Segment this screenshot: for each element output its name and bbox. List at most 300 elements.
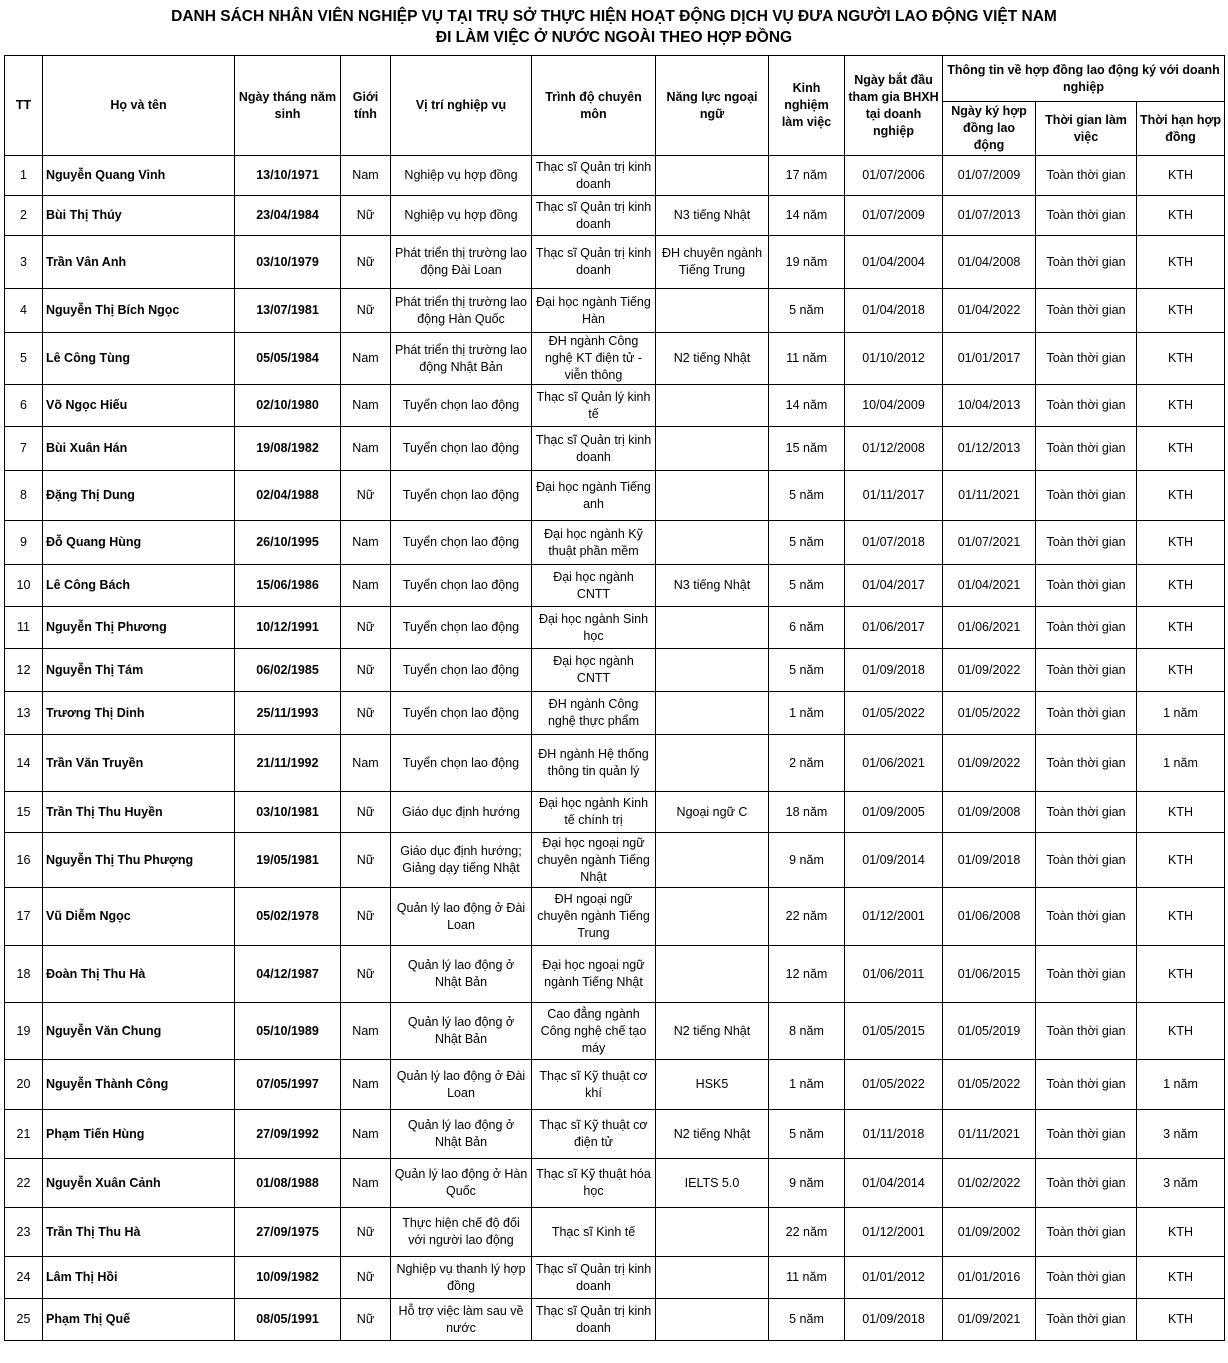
cell-bhxh: 01/05/2015 [845, 1003, 943, 1060]
cell-gender: Nam [341, 1060, 391, 1110]
cell-term: KTH [1137, 649, 1225, 692]
cell-gender: Nam [341, 1159, 391, 1208]
cell-term: KTH [1137, 333, 1225, 385]
cell-language [656, 946, 769, 1003]
cell-education: Thạc sĩ Kinh tế [532, 1208, 656, 1257]
cell-education: Đại học ngành Kỹ thuật phần mềm [532, 521, 656, 565]
cell-education: Đại học ngoại ngữ ngành Tiếng Nhật [532, 946, 656, 1003]
cell-language: N3 tiếng Nhật [656, 196, 769, 236]
cell-position: Hỗ trợ việc làm sau về nước [391, 1299, 532, 1341]
cell-work-time: Toàn thời gian [1036, 692, 1137, 735]
cell-experience: 8 năm [769, 1003, 845, 1060]
cell-experience: 19 năm [769, 236, 845, 289]
cell-tt: 3 [5, 236, 43, 289]
cell-dob: 21/11/1992 [235, 735, 341, 792]
cell-name: Nguyễn Thị Bích Ngọc [43, 289, 235, 333]
cell-education: Thạc sĩ Kỹ thuật hóa học [532, 1159, 656, 1208]
cell-bhxh: 01/07/2018 [845, 521, 943, 565]
cell-sign-date: 01/07/2013 [943, 196, 1036, 236]
cell-sign-date: 01/12/2013 [943, 427, 1036, 471]
cell-work-time: Toàn thời gian [1036, 196, 1137, 236]
cell-bhxh: 01/11/2017 [845, 471, 943, 521]
table-row [5, 607, 1225, 649]
cell-language [656, 607, 769, 649]
cell-work-time: Toàn thời gian [1036, 289, 1137, 333]
cell-sign-date: 01/09/2008 [943, 792, 1036, 833]
cell-sign-date: 01/02/2022 [943, 1159, 1036, 1208]
cell-education: Đại học ngành CNTT [532, 649, 656, 692]
cell-experience: 5 năm [769, 289, 845, 333]
cell-language: N2 tiếng Nhật [656, 1003, 769, 1060]
cell-term: KTH [1137, 607, 1225, 649]
cell-dob: 26/10/1995 [235, 521, 341, 565]
table-row [5, 471, 1225, 521]
cell-work-time: Toàn thời gian [1036, 735, 1137, 792]
table-row [5, 156, 1225, 196]
table-row [5, 735, 1225, 792]
cell-education: Đại học ngành Kinh tế chính trị [532, 792, 656, 833]
cell-bhxh: 01/05/2022 [845, 1060, 943, 1110]
cell-bhxh: 01/12/2008 [845, 427, 943, 471]
cell-bhxh: 01/04/2017 [845, 565, 943, 607]
cell-sign-date: 01/11/2021 [943, 1110, 1036, 1159]
cell-education: ĐH ngành Hệ thống thông tin quản lý [532, 735, 656, 792]
cell-tt: 23 [5, 1208, 43, 1257]
cell-name: Trương Thị Dinh [43, 692, 235, 735]
cell-experience: 17 năm [769, 156, 845, 196]
cell-experience: 1 năm [769, 692, 845, 735]
cell-experience: 6 năm [769, 607, 845, 649]
cell-tt: 18 [5, 946, 43, 1003]
cell-work-time: Toàn thời gian [1036, 1060, 1137, 1110]
cell-language [656, 735, 769, 792]
cell-work-time: Toàn thời gian [1036, 565, 1137, 607]
cell-bhxh: 01/10/2012 [845, 333, 943, 385]
cell-dob: 05/02/1978 [235, 888, 341, 946]
table-row [5, 236, 1225, 289]
header-language: Năng lực ngoại ngữ [656, 56, 769, 156]
cell-position: Tuyển chọn lao động [391, 607, 532, 649]
cell-work-time: Toàn thời gian [1036, 1110, 1137, 1159]
table-row [5, 1159, 1225, 1208]
cell-term: KTH [1137, 565, 1225, 607]
cell-position: Quản lý lao động ở Nhật Bản [391, 1003, 532, 1060]
cell-tt: 24 [5, 1257, 43, 1299]
cell-position: Tuyển chọn lao động [391, 521, 532, 565]
cell-language: IELTS 5.0 [656, 1159, 769, 1208]
cell-dob: 06/02/1985 [235, 649, 341, 692]
cell-term: KTH [1137, 521, 1225, 565]
cell-education: ĐH ngoại ngữ chuyên ngành Tiếng Trung [532, 888, 656, 946]
cell-position: Thực hiện chế độ đối với người lao động [391, 1208, 532, 1257]
cell-experience: 5 năm [769, 1299, 845, 1341]
cell-language [656, 521, 769, 565]
cell-dob: 05/10/1989 [235, 1003, 341, 1060]
cell-bhxh: 01/05/2022 [845, 692, 943, 735]
header-gender: Giới tính [341, 56, 391, 156]
cell-name: Đoàn Thị Thu Hà [43, 946, 235, 1003]
document-title [0, 0, 1228, 48]
cell-position: Tuyển chọn lao động [391, 471, 532, 521]
cell-experience: 5 năm [769, 565, 845, 607]
cell-bhxh: 01/04/2004 [845, 236, 943, 289]
cell-tt: 19 [5, 1003, 43, 1060]
cell-education: Cao đẳng ngành Công nghệ chế tạo máy [532, 1003, 656, 1060]
cell-experience: 22 năm [769, 888, 845, 946]
cell-work-time: Toàn thời gian [1036, 521, 1137, 565]
cell-dob: 04/12/1987 [235, 946, 341, 1003]
cell-language [656, 385, 769, 427]
cell-name: Bùi Thị Thúy [43, 196, 235, 236]
cell-tt: 9 [5, 521, 43, 565]
cell-experience: 5 năm [769, 1110, 845, 1159]
cell-bhxh: 01/09/2014 [845, 833, 943, 888]
header-education: Trình độ chuyên môn [532, 56, 656, 156]
cell-sign-date: 01/05/2019 [943, 1003, 1036, 1060]
cell-gender: Nam [341, 385, 391, 427]
table-row [5, 792, 1225, 833]
cell-gender: Nam [341, 1003, 391, 1060]
cell-gender: Nữ [341, 946, 391, 1003]
cell-experience: 5 năm [769, 649, 845, 692]
cell-dob: 01/08/1988 [235, 1159, 341, 1208]
cell-education: Thạc sĩ Quản trị kinh doanh [532, 1299, 656, 1341]
cell-work-time: Toàn thời gian [1036, 385, 1137, 427]
cell-bhxh: 01/06/2021 [845, 735, 943, 792]
cell-bhxh: 01/07/2009 [845, 196, 943, 236]
cell-dob: 19/08/1982 [235, 427, 341, 471]
cell-experience: 15 năm [769, 427, 845, 471]
cell-position: Giáo dục định hướng [391, 792, 532, 833]
cell-sign-date: 01/09/2018 [943, 833, 1036, 888]
cell-sign-date: 01/04/2021 [943, 565, 1036, 607]
cell-sign-date: 01/04/2022 [943, 289, 1036, 333]
cell-name: Phạm Thị Quế [43, 1299, 235, 1341]
cell-experience: 22 năm [769, 1208, 845, 1257]
cell-gender: Nam [341, 427, 391, 471]
cell-gender: Nữ [341, 833, 391, 888]
table-row [5, 946, 1225, 1003]
cell-position: Quản lý lao động ở Nhật Bản [391, 946, 532, 1003]
cell-work-time: Toàn thời gian [1036, 1159, 1137, 1208]
cell-bhxh: 01/09/2018 [845, 1299, 943, 1341]
cell-dob: 10/09/1982 [235, 1257, 341, 1299]
cell-sign-date: 10/04/2013 [943, 385, 1036, 427]
table-row [5, 1208, 1225, 1257]
cell-bhxh: 01/01/2012 [845, 1257, 943, 1299]
cell-position: Tuyển chọn lao động [391, 735, 532, 792]
cell-education: Thạc sĩ Kỹ thuật cơ điện tử [532, 1110, 656, 1159]
table-row [5, 196, 1225, 236]
cell-position: Giáo dục định hướng; Giảng dạy tiếng Nhật [391, 833, 532, 888]
cell-dob: 27/09/1975 [235, 1208, 341, 1257]
cell-sign-date: 01/09/2002 [943, 1208, 1036, 1257]
header-bhxh: Ngày bắt đầu tham gia BHXH tại doanh nghiệp [845, 56, 943, 156]
cell-sign-date: 01/09/2021 [943, 1299, 1036, 1341]
cell-name: Nguyễn Quang Vinh [43, 156, 235, 196]
cell-dob: 13/07/1981 [235, 289, 341, 333]
header-tt: TT [5, 56, 43, 156]
table-row [5, 521, 1225, 565]
cell-name: Trần Thị Thu Hà [43, 1208, 235, 1257]
table-row [5, 385, 1225, 427]
cell-work-time: Toàn thời gian [1036, 946, 1137, 1003]
cell-work-time: Toàn thời gian [1036, 888, 1137, 946]
cell-education: Đại học ngành CNTT [532, 565, 656, 607]
cell-experience: 12 năm [769, 946, 845, 1003]
cell-name: Phạm Tiến Hùng [43, 1110, 235, 1159]
cell-position: Nghiệp vụ hợp đồng [391, 156, 532, 196]
cell-sign-date: 01/07/2009 [943, 156, 1036, 196]
cell-term: KTH [1137, 888, 1225, 946]
cell-language [656, 1208, 769, 1257]
cell-name: Nguyễn Xuân Cảnh [43, 1159, 235, 1208]
cell-gender: Nữ [341, 1208, 391, 1257]
cell-language [656, 289, 769, 333]
cell-name: Nguyễn Thị Thu Phượng [43, 833, 235, 888]
cell-tt: 1 [5, 156, 43, 196]
cell-work-time: Toàn thời gian [1036, 833, 1137, 888]
cell-tt: 17 [5, 888, 43, 946]
cell-gender: Nữ [341, 649, 391, 692]
cell-gender: Nữ [341, 792, 391, 833]
cell-education: Đại học ngành Sinh học [532, 607, 656, 649]
cell-language [656, 156, 769, 196]
cell-sign-date: 01/01/2016 [943, 1257, 1036, 1299]
cell-tt: 15 [5, 792, 43, 833]
cell-dob: 08/05/1991 [235, 1299, 341, 1341]
cell-work-time: Toàn thời gian [1036, 1257, 1137, 1299]
table-row [5, 692, 1225, 735]
cell-experience: 9 năm [769, 833, 845, 888]
cell-language: HSK5 [656, 1060, 769, 1110]
cell-education: ĐH ngành Công nghệ KT điện tử - viễn thông [532, 333, 656, 385]
cell-term: KTH [1137, 792, 1225, 833]
cell-name: Vũ Diễm Ngọc [43, 888, 235, 946]
table-row [5, 333, 1225, 385]
cell-bhxh: 10/04/2009 [845, 385, 943, 427]
cell-language [656, 427, 769, 471]
cell-term: 1 năm [1137, 735, 1225, 792]
cell-name: Nguyễn Thị Phương [43, 607, 235, 649]
cell-bhxh: 01/12/2001 [845, 888, 943, 946]
cell-gender: Nam [341, 1110, 391, 1159]
title-line-1: DANH SÁCH NHÂN VIÊN NGHIỆP VỤ TẠI TRỤ SỞ THỰC HIỆN HOẠT ĐỘNG DỊCH VỤ ĐƯA NGƯỜI LAO ĐỘNG VIỆT NAM [171, 8, 1057, 25]
cell-name: Nguyễn Thành Công [43, 1060, 235, 1110]
cell-term: KTH [1137, 236, 1225, 289]
cell-language [656, 649, 769, 692]
cell-bhxh: 01/07/2006 [845, 156, 943, 196]
cell-gender: Nữ [341, 1299, 391, 1341]
table-row [5, 1060, 1225, 1110]
cell-name: Võ Ngọc Hiếu [43, 385, 235, 427]
cell-tt: 4 [5, 289, 43, 333]
cell-dob: 15/06/1986 [235, 565, 341, 607]
cell-name: Đặng Thị Dung [43, 471, 235, 521]
cell-tt: 20 [5, 1060, 43, 1110]
cell-sign-date: 01/09/2022 [943, 735, 1036, 792]
header-work-time: Thời gian làm việc [1036, 102, 1137, 156]
cell-education: ĐH ngành Công nghệ thực phẩm [532, 692, 656, 735]
cell-sign-date: 01/05/2022 [943, 692, 1036, 735]
cell-experience: 2 năm [769, 735, 845, 792]
cell-dob: 10/12/1991 [235, 607, 341, 649]
cell-gender: Nam [341, 521, 391, 565]
cell-tt: 7 [5, 427, 43, 471]
cell-sign-date: 01/01/2017 [943, 333, 1036, 385]
table-body [5, 156, 1225, 1341]
cell-tt: 25 [5, 1299, 43, 1341]
cell-term: KTH [1137, 156, 1225, 196]
cell-education: Thạc sĩ Quản trị kinh doanh [532, 196, 656, 236]
cell-dob: 02/10/1980 [235, 385, 341, 427]
cell-tt: 2 [5, 196, 43, 236]
cell-tt: 14 [5, 735, 43, 792]
cell-tt: 21 [5, 1110, 43, 1159]
cell-education: Thạc sĩ Quản trị kinh doanh [532, 1257, 656, 1299]
cell-dob: 27/09/1992 [235, 1110, 341, 1159]
cell-bhxh: 01/06/2017 [845, 607, 943, 649]
table-row [5, 649, 1225, 692]
cell-experience: 18 năm [769, 792, 845, 833]
cell-language [656, 1257, 769, 1299]
cell-position: Tuyển chọn lao động [391, 692, 532, 735]
cell-bhxh: 01/04/2018 [845, 289, 943, 333]
cell-bhxh: 01/11/2018 [845, 1110, 943, 1159]
cell-gender: Nữ [341, 236, 391, 289]
header-sign-date: Ngày ký hợp đồng lao động [943, 102, 1036, 156]
cell-gender: Nam [341, 565, 391, 607]
cell-gender: Nữ [341, 196, 391, 236]
cell-education: Thạc sĩ Quản lý kinh tế [532, 385, 656, 427]
cell-position: Phát triển thị trường lao động Hàn Quốc [391, 289, 532, 333]
cell-name: Lâm Thị Hồi [43, 1257, 235, 1299]
cell-sign-date: 01/07/2021 [943, 521, 1036, 565]
cell-position: Nghiệp vụ thanh lý hợp đồng [391, 1257, 532, 1299]
header-position: Vị trí nghiệp vụ [391, 56, 532, 156]
cell-experience: 5 năm [769, 521, 845, 565]
cell-gender: Nữ [341, 1257, 391, 1299]
cell-sign-date: 01/11/2021 [943, 471, 1036, 521]
cell-gender: Nữ [341, 607, 391, 649]
cell-bhxh: 01/09/2005 [845, 792, 943, 833]
title-line-2: ĐI LÀM VIỆC Ở NƯỚC NGOÀI THEO HỢP ĐỒNG [435, 29, 793, 46]
table-row [5, 427, 1225, 471]
header-dob: Ngày tháng năm sinh [235, 56, 341, 156]
cell-name: Bùi Xuân Hán [43, 427, 235, 471]
table-row [5, 833, 1225, 888]
cell-name: Đỗ Quang Hùng [43, 521, 235, 565]
cell-name: Nguyễn Thị Tám [43, 649, 235, 692]
cell-position: Phát triển thị trường lao động Nhật Bản [391, 333, 532, 385]
cell-language [656, 1299, 769, 1341]
cell-position: Quản lý lao động ở Hàn Quốc [391, 1159, 532, 1208]
cell-education: Đại học ngành Tiếng Hàn [532, 289, 656, 333]
cell-tt: 10 [5, 565, 43, 607]
cell-sign-date: 01/04/2008 [943, 236, 1036, 289]
cell-language: N2 tiếng Nhật [656, 333, 769, 385]
cell-dob: 03/10/1979 [235, 236, 341, 289]
cell-work-time: Toàn thời gian [1036, 427, 1137, 471]
cell-bhxh: 01/12/2001 [845, 1208, 943, 1257]
cell-term: KTH [1137, 1003, 1225, 1060]
cell-tt: 22 [5, 1159, 43, 1208]
table-row [5, 888, 1225, 946]
cell-education: Thạc sĩ Quản trị kinh doanh [532, 236, 656, 289]
cell-term: 1 năm [1137, 1060, 1225, 1110]
cell-work-time: Toàn thời gian [1036, 1208, 1137, 1257]
cell-work-time: Toàn thời gian [1036, 792, 1137, 833]
cell-term: KTH [1137, 385, 1225, 427]
cell-sign-date: 01/06/2008 [943, 888, 1036, 946]
cell-work-time: Toàn thời gian [1036, 1299, 1137, 1341]
cell-gender: Nam [341, 156, 391, 196]
cell-tt: 13 [5, 692, 43, 735]
cell-position: Tuyển chọn lao động [391, 427, 532, 471]
cell-gender: Nữ [341, 888, 391, 946]
cell-tt: 11 [5, 607, 43, 649]
cell-gender: Nữ [341, 289, 391, 333]
cell-language: N2 tiếng Nhật [656, 1110, 769, 1159]
cell-term: 3 năm [1137, 1159, 1225, 1208]
cell-language [656, 888, 769, 946]
cell-term: KTH [1137, 471, 1225, 521]
cell-gender: Nữ [341, 692, 391, 735]
cell-dob: 03/10/1981 [235, 792, 341, 833]
header-row [5, 56, 1225, 102]
cell-term: KTH [1137, 833, 1225, 888]
header-experience: Kinh nghiệm làm việc [769, 56, 845, 156]
cell-sign-date: 01/05/2022 [943, 1060, 1036, 1110]
cell-term: KTH [1137, 1257, 1225, 1299]
cell-term: KTH [1137, 1299, 1225, 1341]
cell-education: Đại học ngoại ngữ chuyên ngành Tiếng Nhật [532, 833, 656, 888]
cell-education: Thạc sĩ Quản trị kinh doanh [532, 156, 656, 196]
cell-position: Quản lý lao động ở Nhật Bản [391, 1110, 532, 1159]
cell-term: 1 năm [1137, 692, 1225, 735]
cell-name: Lê Công Bách [43, 565, 235, 607]
cell-education: Thạc sĩ Kỹ thuật cơ khí [532, 1060, 656, 1110]
cell-bhxh: 01/06/2011 [845, 946, 943, 1003]
table-row [5, 1257, 1225, 1299]
cell-dob: 05/05/1984 [235, 333, 341, 385]
cell-position: Phát triển thị trường lao động Đài Loan [391, 236, 532, 289]
cell-language [656, 471, 769, 521]
cell-gender: Nữ [341, 471, 391, 521]
cell-experience: 9 năm [769, 1159, 845, 1208]
cell-language: ĐH chuyên ngành Tiếng Trung [656, 236, 769, 289]
cell-experience: 14 năm [769, 385, 845, 427]
cell-bhxh: 01/09/2018 [845, 649, 943, 692]
cell-gender: Nam [341, 333, 391, 385]
cell-term: KTH [1137, 196, 1225, 236]
cell-tt: 5 [5, 333, 43, 385]
cell-bhxh: 01/04/2014 [845, 1159, 943, 1208]
cell-experience: 14 năm [769, 196, 845, 236]
cell-gender: Nam [341, 735, 391, 792]
staff-table [4, 55, 1225, 1341]
cell-dob: 25/11/1993 [235, 692, 341, 735]
cell-term: KTH [1137, 1208, 1225, 1257]
table-row [5, 1299, 1225, 1341]
cell-work-time: Toàn thời gian [1036, 649, 1137, 692]
cell-position: Quản lý lao động ở Đài Loan [391, 1060, 532, 1110]
cell-sign-date: 01/06/2015 [943, 946, 1036, 1003]
cell-tt: 6 [5, 385, 43, 427]
cell-experience: 11 năm [769, 333, 845, 385]
cell-name: Nguyễn Văn Chung [43, 1003, 235, 1060]
cell-work-time: Toàn thời gian [1036, 156, 1137, 196]
